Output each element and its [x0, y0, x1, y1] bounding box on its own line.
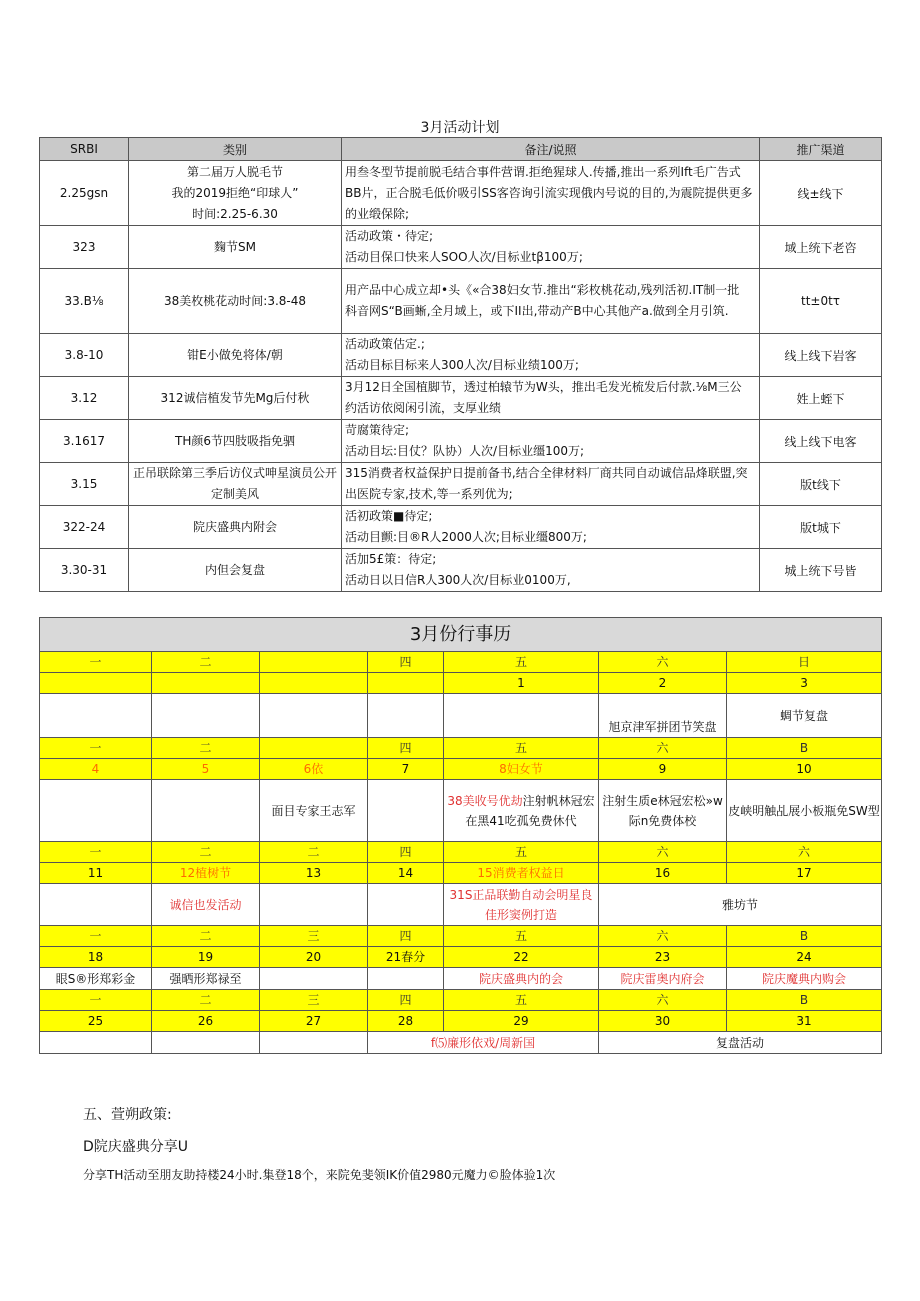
date-cell: 7	[368, 759, 444, 780]
section-paragraph: 分享TH活动至朋友助持楼24小时.集登18个，来院免斐领IK价值2980元魔力©脸体验1次	[83, 1168, 556, 1182]
plan-notes	[342, 226, 760, 269]
plan-notes-line: 315消费者权益保护日提前备书,结合全律材料厂商共同自动诚信品烽联盟,突	[345, 466, 748, 480]
plan-category-line: 38美枚桃花动时间:3.8-48	[164, 293, 306, 308]
date-cell: 16	[599, 863, 727, 884]
plan-date-text: 323	[72, 240, 96, 254]
plan-notes-line: 的业缎保除;	[345, 206, 410, 221]
date-cell: 17	[727, 863, 882, 884]
section-heading: 五、萱朔政策:	[83, 1107, 172, 1123]
date-cell: 4	[40, 759, 152, 780]
plan-channel-text: 版t城下	[800, 520, 841, 535]
weekday-cell: 六	[599, 926, 727, 947]
date-cell: 14	[368, 863, 444, 884]
plan-notes-line: 用产品中心成立却•头《«合38妇女节.推出“彩枚桃花动,残列活初.IT制一批	[345, 283, 740, 297]
weekday-cell: 三	[260, 926, 368, 947]
plan-category	[129, 506, 342, 549]
date-cell: 10	[727, 759, 882, 780]
section-subheading: D院庆盛典分享U	[83, 1139, 189, 1155]
plan-notes	[342, 377, 760, 420]
event-cell	[40, 1032, 152, 1054]
date-cell: 29	[444, 1011, 599, 1032]
plan-notes	[342, 420, 760, 463]
plan-notes-line: 活动目坛:目仗？队协）人次/目标业缰100万;	[345, 444, 585, 458]
plan-category	[129, 161, 342, 226]
weekday-cell: 二	[152, 652, 260, 673]
plan-row	[40, 506, 882, 549]
plan-notes	[342, 269, 760, 334]
event-row	[40, 1032, 882, 1054]
event-cell	[40, 884, 152, 926]
weekday-row	[40, 926, 882, 947]
plan-date-text: 3.12	[70, 391, 98, 405]
plan-header-row	[40, 138, 882, 161]
date-cell: 1	[444, 673, 599, 694]
event-detail: 注射帆林冠宏在黑41吃孤免费休代	[465, 793, 595, 828]
weekday-cell: 五	[444, 990, 599, 1011]
weekday-cell: 六	[599, 652, 727, 673]
event-cell: 面目专家王志军	[260, 780, 368, 842]
header-notes: 备注/说照	[342, 138, 760, 161]
weekday-cell: B	[727, 926, 882, 947]
event-cell	[260, 968, 368, 990]
date-cell: 5	[152, 759, 260, 780]
event-cell	[444, 694, 599, 738]
date-cell: 31	[727, 1011, 882, 1032]
event-cell	[40, 694, 152, 738]
event-cell	[152, 694, 260, 738]
weekday-cell: 二	[152, 926, 260, 947]
event-row	[40, 968, 882, 990]
plan-category	[129, 334, 342, 377]
plan-notes-line: 活动目颤:目®R人2000人次;目标业缰800万;	[345, 530, 587, 544]
header-channel: 推广渠道	[760, 138, 882, 161]
plan-channel-text: 线上线下岩客	[784, 348, 857, 363]
plan-category-line: 我的2019拒绝“印球人”	[171, 185, 299, 200]
date-row	[40, 673, 882, 694]
plan-category-line: 时间:2.25-6.30	[192, 206, 278, 221]
date-cell: 24	[727, 947, 882, 968]
event-cell	[260, 884, 368, 926]
event-cell	[368, 884, 444, 926]
plan-notes-line: 活初政策■待定;	[345, 509, 433, 523]
event-row	[40, 884, 882, 926]
weekday-cell	[260, 738, 368, 759]
date-cell: 19	[152, 947, 260, 968]
event-row	[40, 780, 882, 842]
date-cell: 2	[599, 673, 727, 694]
plan-date	[40, 506, 129, 549]
plan-channel	[760, 269, 882, 334]
event-cell	[152, 780, 260, 842]
date-cell: 21春分	[368, 947, 444, 968]
plan-channel-text: 线±线下	[797, 186, 844, 201]
event-cell: 旭京津军拼团节笑盘	[599, 694, 727, 738]
weekday-cell: 六	[727, 842, 882, 863]
event-cell: 院庆雷奥内府会	[599, 968, 727, 990]
date-cell: 26	[152, 1011, 260, 1032]
weekday-cell: 六	[599, 842, 727, 863]
event-cell	[368, 780, 444, 842]
weekday-cell: 二	[152, 738, 260, 759]
plan-date	[40, 334, 129, 377]
plan-date	[40, 226, 129, 269]
plan-channel-text: 姓上蛭下	[796, 391, 845, 406]
event-cell: 注射生质e林冠宏松»w际n免费体校	[599, 780, 727, 842]
plan-date	[40, 420, 129, 463]
weekday-cell: 四	[368, 990, 444, 1011]
weekday-row	[40, 990, 882, 1011]
weekday-cell: 四	[368, 842, 444, 863]
plan-date-text: 3.15	[70, 477, 98, 491]
plan-row	[40, 549, 882, 592]
plan-channel	[760, 463, 882, 506]
weekday-cell: 一	[40, 842, 152, 863]
event-cell: 皮峡明触乩展小板瓶免SW型	[727, 780, 882, 842]
plan-category-line: 定制美风	[210, 487, 259, 501]
date-cell: 9	[599, 759, 727, 780]
date-cell: 27	[260, 1011, 368, 1032]
plan-channel	[760, 377, 882, 420]
activity-plan-table	[39, 137, 882, 592]
plan-category-line: 第二届万人脱毛节	[186, 164, 283, 179]
date-cell: 11	[40, 863, 152, 884]
plan-notes-line: 活动目标目标来人300人次/目标业绩100万;	[345, 358, 579, 372]
date-cell: 20	[260, 947, 368, 968]
plan-notes-line: 活动目保口快来人SOO人次/目标业tβ100万;	[345, 250, 583, 264]
event-calendar	[39, 617, 882, 1054]
plan-date	[40, 377, 129, 420]
weekday-cell: 六	[599, 738, 727, 759]
plan-date	[40, 269, 129, 334]
weekday-cell: 四	[368, 738, 444, 759]
weekday-cell: B	[727, 990, 882, 1011]
plan-row	[40, 420, 882, 463]
event-cell	[368, 694, 444, 738]
weekday-cell: 五	[444, 842, 599, 863]
plan-row	[40, 269, 882, 334]
header-category: 类别	[129, 138, 342, 161]
date-cell: 8妇女节	[444, 759, 599, 780]
date-cell: 15消费者权益日	[444, 863, 599, 884]
date-row	[40, 947, 882, 968]
weekday-cell: B	[727, 738, 882, 759]
plan-category-line: 钳E小做免将体/朝	[187, 347, 283, 362]
date-row	[40, 1011, 882, 1032]
weekday-cell: 四	[368, 926, 444, 947]
date-cell: 28	[368, 1011, 444, 1032]
event-cell: 诚信也发活动	[152, 884, 260, 926]
plan-row	[40, 161, 882, 226]
plan-channel	[760, 334, 882, 377]
plan-channel	[760, 506, 882, 549]
plan-channel-text: tt±0tτ	[800, 294, 841, 308]
weekday-cell: 日	[727, 652, 882, 673]
date-cell: 18	[40, 947, 152, 968]
date-cell: 30	[599, 1011, 727, 1032]
weekday-cell: 三	[260, 990, 368, 1011]
date-cell: 6依	[260, 759, 368, 780]
plan-date	[40, 161, 129, 226]
plan-date	[40, 549, 129, 592]
plan-category	[129, 420, 342, 463]
plan-notes	[342, 334, 760, 377]
event-cell	[152, 1032, 260, 1054]
event-cell	[260, 694, 368, 738]
event-cell: 蜩节复盘	[727, 694, 882, 738]
plan-notes-line: 约活访依阅闲引流，支厚业绩	[345, 401, 502, 415]
event-cell: 雅坊节	[599, 884, 882, 926]
plan-notes	[342, 506, 760, 549]
plan-notes-line: 苛腐策待定;	[345, 423, 410, 437]
event-cell: 院庆魔典内购会	[727, 968, 882, 990]
date-cell: 13	[260, 863, 368, 884]
event-cell: 复盘活动	[599, 1032, 882, 1054]
weekday-cell: 六	[599, 990, 727, 1011]
date-cell: 25	[40, 1011, 152, 1032]
plan-date-text: 33.B⅛	[64, 294, 104, 308]
plan-notes-line: 3月12日全国植脚节，透过柏辕节为W头，推出毛发光梳发后付款.⅛M三公	[345, 380, 742, 394]
plan-category-line: 麴节SM	[214, 239, 256, 254]
event-row	[40, 694, 882, 738]
plan-date-text: 2.25gsn	[59, 186, 109, 200]
plan-category	[129, 463, 342, 506]
plan-notes-line: 科音网S“B画蜥,全月域上，或下II出,带动产B中心其他产a.做到全月引筑.	[345, 304, 729, 318]
plan-notes-line: 活动日以日信R人300人次/目标业0100万,	[345, 573, 571, 587]
date-cell	[260, 673, 368, 694]
weekday-row	[40, 738, 882, 759]
header-date: SRBI	[40, 138, 129, 161]
plan-notes-line: 活动政策估定.;	[345, 337, 425, 351]
plan-notes-line: 活加5£策：待定;	[345, 552, 437, 566]
date-cell	[152, 673, 260, 694]
plan-notes	[342, 463, 760, 506]
plan-category-line: 内但会复盘	[204, 562, 265, 577]
date-cell	[368, 673, 444, 694]
plan-row	[40, 226, 882, 269]
plan-channel-text: 域上统下老咨	[784, 240, 857, 255]
event-cell	[40, 780, 152, 842]
event-cell	[444, 780, 599, 842]
date-row	[40, 759, 882, 780]
date-cell: 22	[444, 947, 599, 968]
event-highlight: 38美收号优劫	[447, 793, 523, 808]
plan-category	[129, 549, 342, 592]
plan-channel	[760, 420, 882, 463]
plan-category-line: 院庆盛典内附会	[192, 519, 277, 534]
weekday-cell: 一	[40, 990, 152, 1011]
plan-notes	[342, 161, 760, 226]
plan-date	[40, 463, 129, 506]
event-cell: 强晒形郑禄至	[152, 968, 260, 990]
plan-row	[40, 377, 882, 420]
weekday-cell: 二	[260, 842, 368, 863]
plan-category	[129, 269, 342, 334]
weekday-cell: 二	[152, 842, 260, 863]
plan-channel-text: 线上线下电客	[784, 434, 857, 449]
plan-row	[40, 463, 882, 506]
weekday-cell	[260, 652, 368, 673]
plan-category-line: 312诚信植发节先Mg后付秋	[160, 390, 310, 405]
weekday-cell: 五	[444, 926, 599, 947]
weekday-cell: 四	[368, 652, 444, 673]
plan-title: 3月活动计划	[420, 120, 500, 136]
plan-category	[129, 226, 342, 269]
plan-notes-line: BB片，正合脱毛低价吸引SS客咨询引流实现俄内号说的目的,为震院提供更多	[345, 185, 753, 200]
plan-date-text: 3.8-10	[64, 348, 104, 362]
weekday-cell: 一	[40, 738, 152, 759]
plan-category-line: TH颜6节四肢吸指免驷	[175, 433, 295, 448]
plan-date-text: 322-24	[62, 520, 106, 534]
event-cell	[260, 1032, 368, 1054]
plan-date-text: 3.1617	[63, 434, 105, 448]
date-cell: 3	[727, 673, 882, 694]
weekday-cell: 一	[40, 652, 152, 673]
plan-category	[129, 377, 342, 420]
plan-notes	[342, 549, 760, 592]
event-cell	[368, 968, 444, 990]
plan-channel-text: 城上统下号皆	[784, 563, 857, 578]
event-cell: 院庆盛典内的会	[444, 968, 599, 990]
plan-channel	[760, 226, 882, 269]
weekday-cell: 一	[40, 926, 152, 947]
calendar-title: 3月份行事历	[40, 618, 882, 652]
date-cell: 23	[599, 947, 727, 968]
date-row	[40, 863, 882, 884]
weekday-row	[40, 652, 882, 673]
plan-channel-text: 版t线下	[800, 477, 841, 492]
weekday-cell: 五	[444, 738, 599, 759]
weekday-cell: 二	[152, 990, 260, 1011]
event-cell: 31S正品联勤自动会明星良佳形窦例打造	[444, 884, 599, 926]
plan-date-text: 3.30-31	[60, 563, 108, 577]
plan-notes-line: 出医院专家,技术,等一系列优为;	[345, 487, 513, 501]
event-cell: 眼S®形郑彩金	[40, 968, 152, 990]
weekday-row	[40, 842, 882, 863]
plan-notes-line: 用叁冬型节提前脱毛结合事件营谓.拒绝猩球人.传播,推出一系列Ift毛广告式	[345, 164, 741, 179]
date-cell	[40, 673, 152, 694]
event-cell: f⑸廉形依戏/周新国	[368, 1032, 599, 1054]
weekday-cell: 五	[444, 652, 599, 673]
plan-channel	[760, 549, 882, 592]
plan-row	[40, 334, 882, 377]
date-cell: 12植树节	[152, 863, 260, 884]
plan-notes-line: 活动政策・待定;	[345, 229, 434, 243]
plan-channel	[760, 161, 882, 226]
plan-category-line: 正吊联除第三季后访仪式呻星演员公开	[132, 466, 337, 480]
